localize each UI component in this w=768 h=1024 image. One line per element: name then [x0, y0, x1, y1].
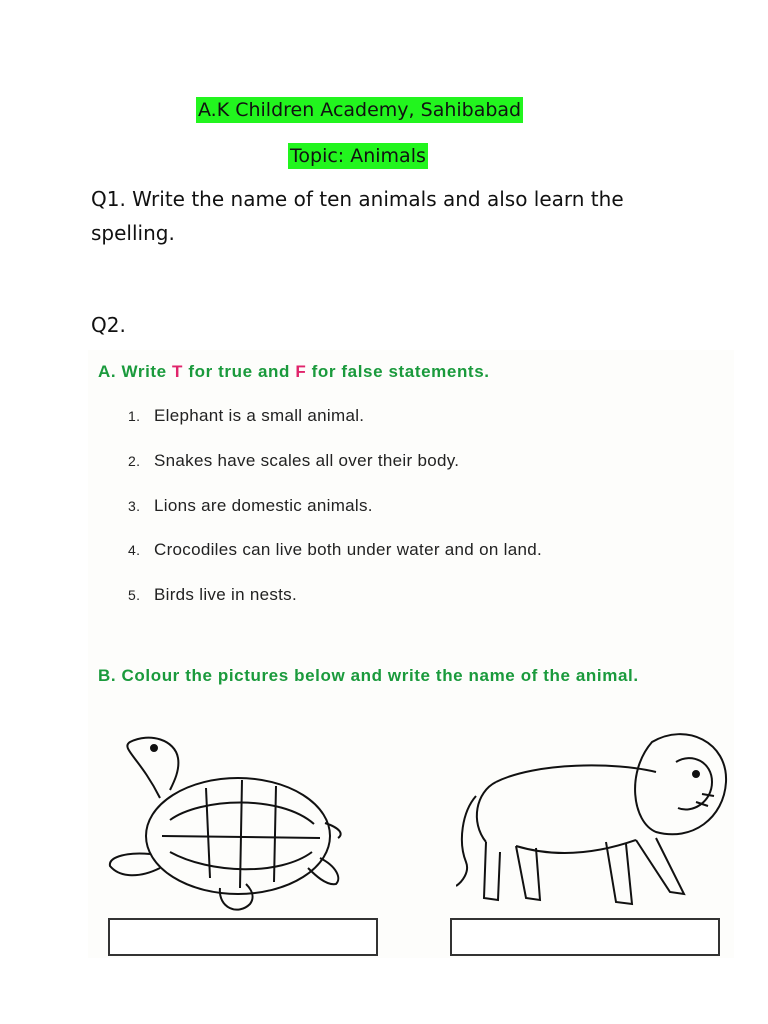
section-b-title: B. Colour the pictures below and write the name of the animal. — [98, 666, 639, 685]
statement-item — [128, 405, 364, 427]
section-a-middle: for true and — [183, 362, 296, 381]
section-a-suffix: for false statements. — [306, 362, 490, 381]
statement-number: 1. — [128, 408, 141, 424]
answer-box-turtle[interactable] — [108, 918, 378, 956]
section-a-title — [98, 358, 490, 386]
answer-box-lion[interactable] — [450, 918, 720, 956]
statement-item — [128, 584, 297, 606]
false-letter: F — [295, 362, 307, 381]
statement-text: Snakes have scales all over their body. — [154, 451, 460, 470]
lion-illustration — [456, 722, 736, 922]
statement-number: 5. — [128, 587, 141, 603]
topic-heading: Topic: Animals — [290, 145, 426, 167]
statement-item — [128, 495, 373, 517]
statement-number: 4. — [128, 542, 141, 558]
turtle-illustration — [100, 728, 345, 918]
statement-text: Birds live in nests. — [154, 585, 297, 604]
statement-number: 2. — [128, 453, 141, 469]
statement-text: Lions are domestic animals. — [154, 496, 373, 515]
section-a-prefix: A. Write — [98, 362, 173, 381]
school-name-heading: A.K Children Academy, Sahibabad — [198, 99, 522, 121]
question-2-label: Q2. — [91, 313, 126, 337]
statement-text: Elephant is a small animal. — [154, 406, 365, 425]
statement-item — [128, 539, 542, 561]
worksheet-image — [88, 350, 734, 958]
statement-text: Crocodiles can live both under water and on land. — [154, 540, 542, 559]
statement-item — [128, 450, 459, 472]
true-letter: T — [172, 362, 184, 381]
statement-number: 3. — [128, 498, 141, 514]
question-1: Q1. Write the name of ten animals and also learn the spelling. — [91, 187, 624, 245]
